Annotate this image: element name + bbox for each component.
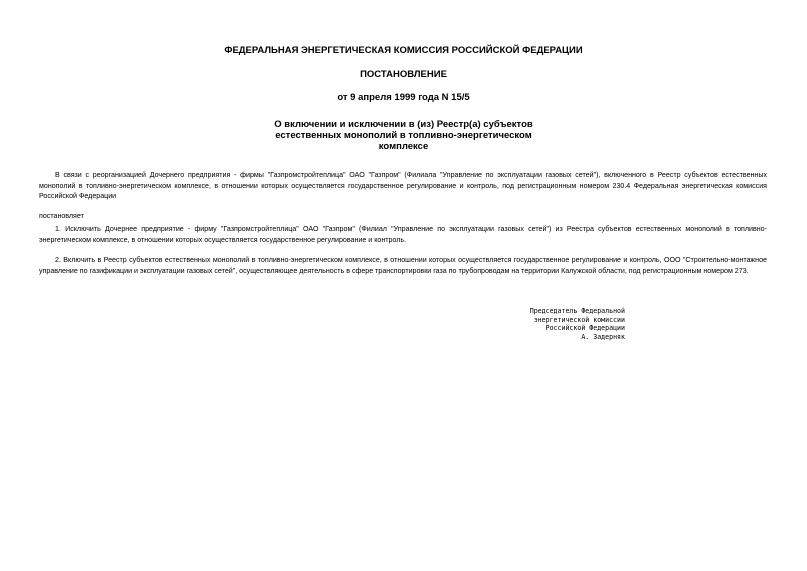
signature-name: А. Задерняк xyxy=(581,332,625,341)
preamble-paragraph: В связи с реорганизацией Дочернего предприятия - фирмы "Газпромстройтеплица" ОАО "Газпром" (Филиала "Управление по эксплуатации газовых сетей"), включенного в Реестр субъектов естественных монополий в топливно-энергетическом комплексе, в отношении которых осуществляется государственное регулирование и контроль, под регистрационным номером 230.4 Федеральная энергетическая комиссия Российской Федерации xyxy=(39,171,767,200)
organization-title: ФЕДЕРАЛЬНАЯ ЭНЕРГЕТИЧЕСКАЯ КОМИССИЯ РОССИЙСКОЙ ФЕДЕРАЦИИ xyxy=(224,45,583,56)
item-1-paragraph: 1. Исключить Дочернее предприятие - фирму "Газпромстройтеплица" ОАО "Газпром" (Филиал "Управление по эксплуатации газовых сетей") из Реестра субъектов естественных монополий в топливно-энергетическом комплексе, в отношении которых осуществляется государственное регулирование и контроль. xyxy=(39,225,767,244)
item-2-paragraph: 2. Включить в Реестр субъектов естественных монополий в топливно-энергетическом комплексе, в отношении которых осуществляется государственное регулирование и контроль, ООО "Строительно-монтажное управление по газификации и эксплуатации газовых сетей", осуществляющее деятельность в сфере транспортировки газа по трубопроводам на территории Калужской области, под регистрационным номером 273. xyxy=(39,256,767,275)
subject-line-2: естественных монополий в топливно-энергетическом xyxy=(275,130,532,141)
signature-line-3: Российской Федерации xyxy=(545,324,625,332)
document-subject xyxy=(0,119,807,152)
signature-block xyxy=(470,307,625,341)
resolves-word: постановляет xyxy=(39,212,84,220)
signature-line-1: Председатель Федеральной xyxy=(529,307,625,315)
document-type: ПОСТАНОВЛЕНИЕ xyxy=(360,69,447,80)
document-date-number: от 9 апреля 1999 года N 15/5 xyxy=(337,92,470,103)
subject-line-3: комплексе xyxy=(378,141,429,152)
subject-line-1: О включении и исключении в (из) Реестр(а) субъектов xyxy=(274,119,533,130)
signature-line-2: энергетической комиссии xyxy=(533,315,625,324)
